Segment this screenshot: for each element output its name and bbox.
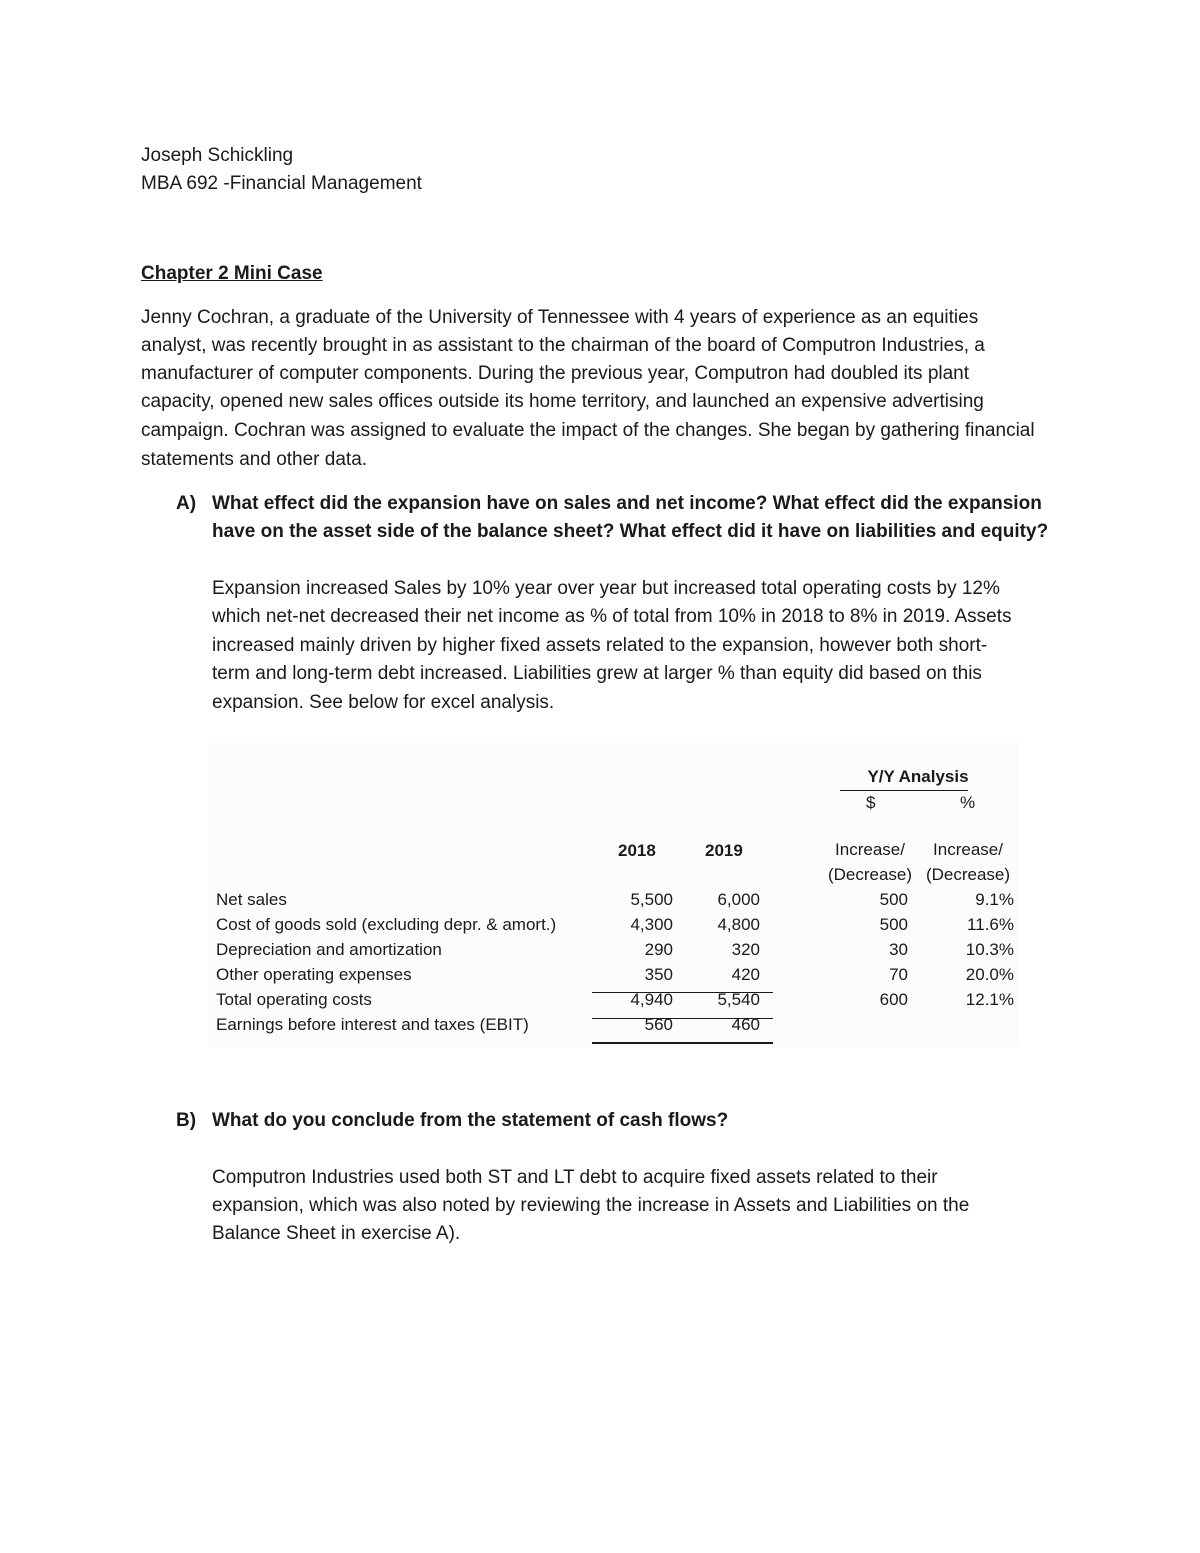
- answer-a-line: expansion. See below for excel analysis.: [212, 692, 555, 713]
- value-pct-change: 12.1%: [965, 990, 1014, 1009]
- question-a-line: What effect did the expansion have on sales and net income? What effect did the expansion: [212, 493, 1042, 514]
- intro-line: Jenny Cochran, a graduate of the University of Tennessee with 4 years of experience as an equities: [141, 307, 979, 328]
- value-dollar-change: 70: [889, 965, 908, 984]
- dollar-symbol: $: [866, 793, 876, 812]
- value-pct-change: 10.3%: [965, 940, 1014, 959]
- answer-a-line: term and long-term debt increased. Liabilities grew at larger % than equity did based on this: [212, 663, 982, 684]
- page-title: Chapter 2 Mini Case: [141, 263, 323, 284]
- answer-b-line: Computron Industries used both ST and LT debt to acquire fixed assets related to their: [212, 1167, 938, 1188]
- value-2018: 350: [644, 965, 673, 984]
- value-2019: 6,000: [717, 890, 760, 909]
- question-b-text: What do you conclude from the statement of cash flows?: [212, 1110, 729, 1131]
- value-2019: 4,800: [717, 915, 760, 934]
- row-label: Other operating expenses: [216, 965, 412, 984]
- value-pct-change: 11.6%: [967, 915, 1014, 934]
- percent-symbol: %: [960, 793, 976, 812]
- question-a-letter: A): [176, 493, 197, 514]
- course-name: MBA 692 -Financial Management: [141, 173, 422, 194]
- income-statement-table: [208, 742, 1018, 1047]
- row-label: Total operating costs: [216, 990, 372, 1009]
- row-label: Earnings before interest and taxes (EBIT): [216, 1015, 529, 1034]
- question-b-letter: B): [176, 1110, 197, 1131]
- value-2019: 420: [731, 965, 760, 984]
- value-2019: 460: [731, 1015, 760, 1034]
- value-2018: 560: [644, 1015, 673, 1034]
- question-a-line: have on the asset side of the balance sheet? What effect did it have on liabilities and equity?: [212, 521, 1049, 542]
- value-pct-change: 9.1%: [975, 890, 1014, 909]
- value-dollar-change: 500: [879, 890, 908, 909]
- col-dollar-increase: Increase/: [835, 840, 905, 859]
- value-dollar-change: 500: [879, 915, 908, 934]
- col-2019-header: 2019: [705, 841, 743, 860]
- yy-analysis-header: Y/Y Analysis: [867, 767, 969, 786]
- value-2018: 5,500: [630, 890, 673, 909]
- intro-line: analyst, was recently brought in as assistant to the chairman of the board of Computron Industries, a: [141, 335, 985, 356]
- value-2018: 4,940: [630, 990, 673, 1009]
- intro-line: capacity, opened new sales offices outside its home territory, and launched an expensive advertising: [141, 391, 984, 412]
- answer-a-line: Expansion increased Sales by 10% year over year but increased total operating costs by 12%: [212, 578, 1000, 599]
- intro-line: statements and other data.: [141, 449, 368, 470]
- value-pct-change: 20.0%: [965, 965, 1014, 984]
- row-label: Cost of goods sold (excluding depr. & amort.): [216, 915, 557, 934]
- yy-header-rule: [840, 790, 968, 791]
- answer-b-line: expansion, which was also noted by reviewing the increase in Assets and Liabilities on the: [212, 1195, 970, 1216]
- value-2019: 320: [731, 940, 760, 959]
- author-name: Joseph Schickling: [141, 145, 294, 166]
- answer-a-line: increased mainly driven by higher fixed assets related to the expansion, however both short-: [212, 635, 988, 656]
- value-2018: 290: [644, 940, 673, 959]
- value-2018: 4,300: [630, 915, 673, 934]
- col-pct-increase: Increase/: [933, 840, 1003, 859]
- value-dollar-change: 30: [889, 940, 908, 959]
- row-label: Depreciation and amortization: [216, 940, 442, 959]
- col-dollar-decrease: (Decrease): [827, 865, 913, 884]
- double-underline-rule: [592, 1042, 773, 1044]
- value-2019: 5,540: [717, 990, 760, 1009]
- answer-b-line: Balance Sheet in exercise A).: [212, 1223, 461, 1244]
- answer-a-line: which net-net decreased their net income as % of total from 10% in 2018 to 8% in 2019. Assets: [212, 606, 1012, 627]
- col-2018-header: 2018: [618, 841, 656, 860]
- intro-line: campaign. Cochran was assigned to evaluate the impact of the changes. She began by gathering financial: [141, 420, 1035, 441]
- value-dollar-change: 600: [879, 990, 908, 1009]
- col-pct-decrease: (Decrease): [925, 865, 1011, 884]
- row-label: Net sales: [216, 890, 287, 909]
- intro-line: manufacturer of computer components. During the previous year, Computron had doubled its plant: [141, 363, 970, 384]
